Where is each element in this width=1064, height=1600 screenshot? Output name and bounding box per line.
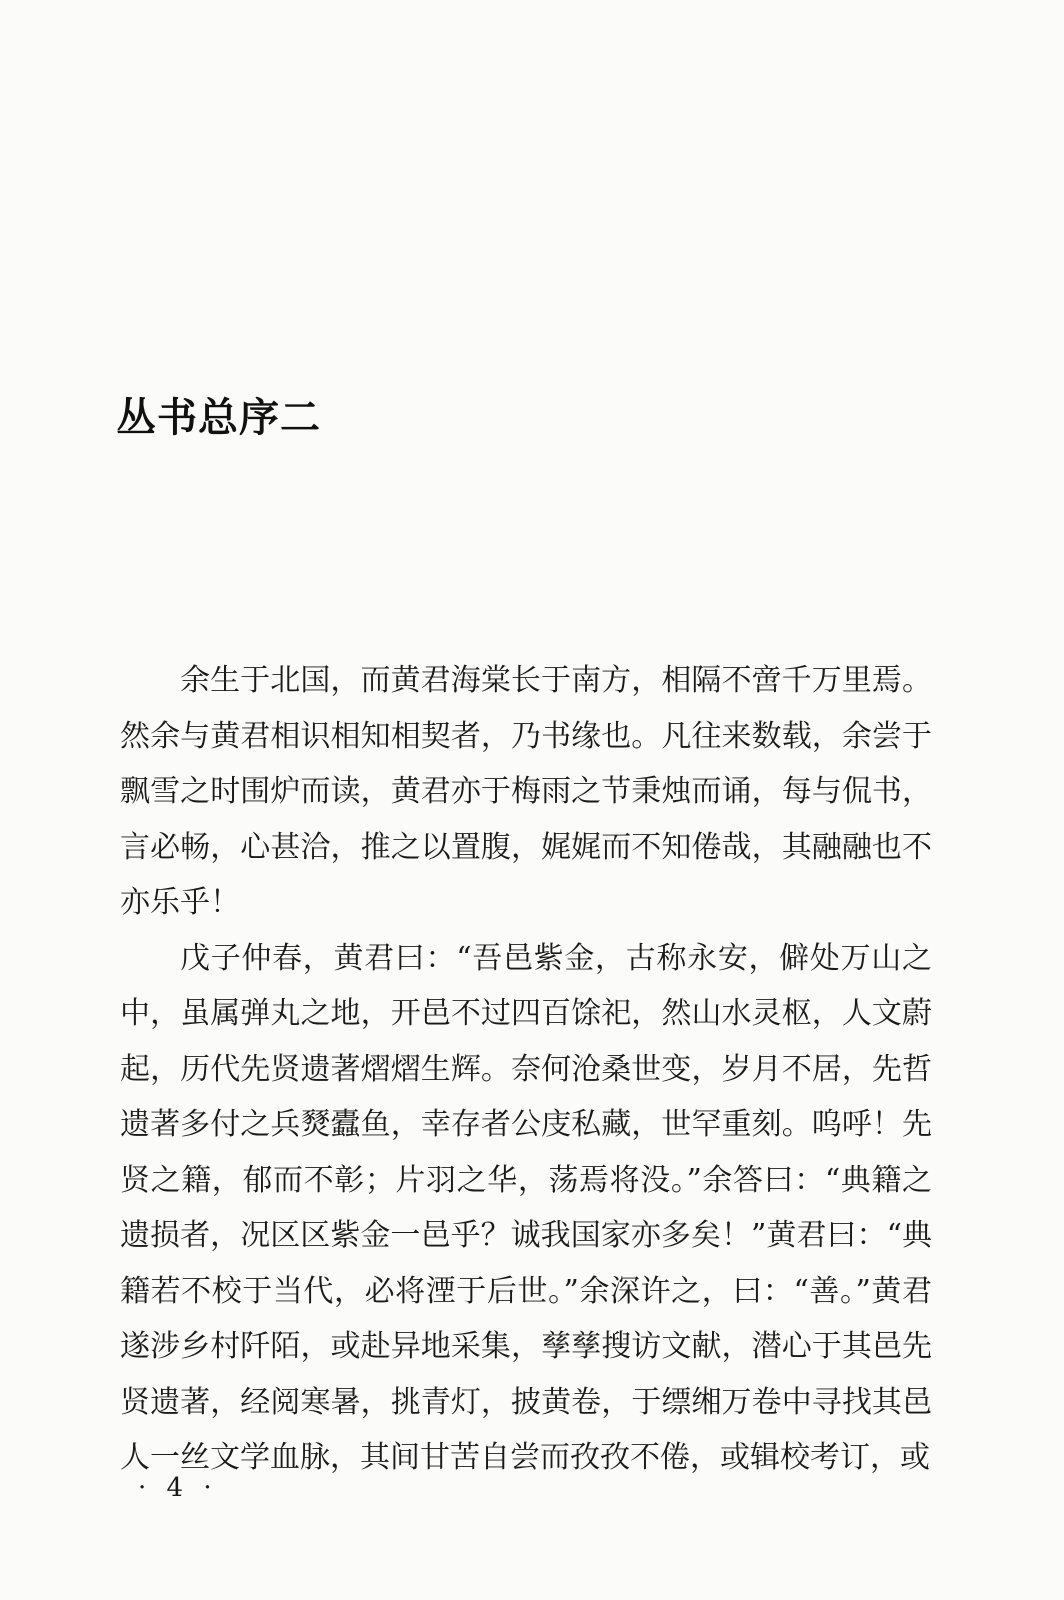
paragraph-2: 戊子仲春，黄君曰：“吾邑紫金，古称永安，僻处万山之中，虽属弹丸之地，开邑不过四百馀祀，然山水灵枢，人文蔚起，历代先贤遗著熠熠生辉。奈何沧桑世变，岁月不居，先哲遗著多付之兵燹蠹鱼，幸存者公庋私藏，世罕重刻。呜呼！先贤之籍，郁而不彰；片羽之华，荡焉将没。”余答曰：“典籍之遗损者，况区区紫金一邑乎？诚我国家亦多矣！”黄君曰：“典籍若不校于当代，必将湮于后世。”余深许之，曰：“善。”黄君遂涉乡村阡陌，或赴异地采集，孳孳搜访文献，潜心于其邑先贤遗著，经阅寒暑，挑青灯，披黄卷，于缥缃万卷中寻找其邑人一丝文学血脉，其间甘苦自尝而孜孜不倦，或辑校考订，或 bbox=[120, 940, 932, 1475]
page-title: 丛书总序二 bbox=[116, 395, 321, 441]
page-number: · 4 · bbox=[138, 1473, 218, 1503]
paragraph-1: 余生于北国，而黄君海棠长于南方，相隔不啻千万里焉。然余与黄君相识相知相契者，乃书缘也。凡往来数载，余尝于飘雪之时围炉而读，黄君亦于梅雨之节秉烛而诵，每与侃书，言必畅，心甚洽，推之以置腹，娓娓而不知倦哉，其融融也不亦乐乎！ bbox=[120, 663, 932, 920]
body-text bbox=[120, 653, 932, 1486]
